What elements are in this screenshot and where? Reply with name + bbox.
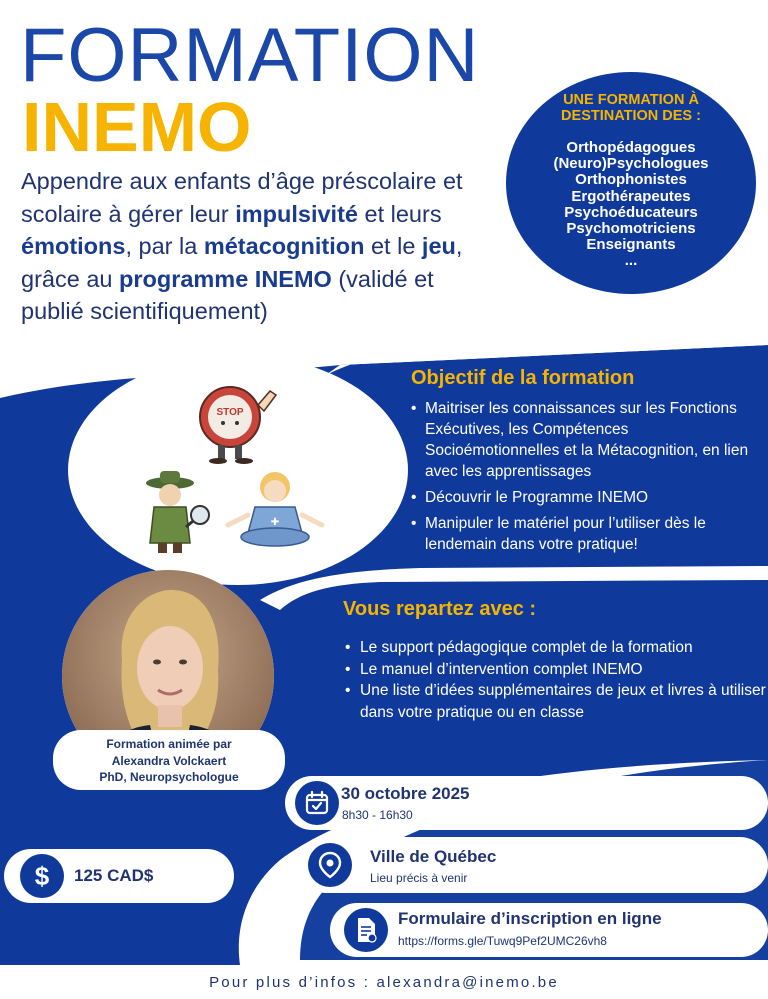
trainer-line1: Formation animée par <box>106 737 232 751</box>
intro-text: (validé et publié scientifiquement) <box>21 265 434 324</box>
audience-heading-line2: DESTINATION DES : <box>561 108 701 124</box>
audience-item: Psychomotriciens <box>566 220 696 238</box>
inemo-characters-illustration <box>130 375 330 560</box>
objective-item: • Manipuler le matériel pour l’utiliser dès le lendemain dans votre pratique! <box>408 513 758 555</box>
intro-text: et leurs <box>357 200 442 227</box>
objective-item: • Découvrir le Programme INEMO <box>408 487 758 508</box>
takeaway-item: • Une liste d’idées supplémentaires de jeux et livres à utiliser dans votre pratique ou en classe <box>342 680 767 723</box>
event-location-note: Lieu précis à venir <box>370 871 468 885</box>
intro-bold-impulsivite: impulsivité <box>235 200 358 227</box>
event-date: 30 octobre 2025 <box>341 784 470 803</box>
registration-form-link[interactable]: https://forms.gle/Tuwq9Pef2UMC26vh8 <box>398 934 607 948</box>
intro-text: , par la <box>125 233 204 259</box>
intro-text: Appendre aux enfants d’âge préscolaire et scolaire à gérer leur <box>21 168 463 227</box>
trainer-name: Alexandra Volckaert <box>111 753 227 768</box>
takeaways-title: Vous repartez avec : <box>343 598 537 620</box>
takeaway-item: • Le support pédagogique complet de la formation <box>342 637 767 659</box>
title-inemo: INEMO <box>22 88 252 166</box>
intro-bold-programme: programme INEMO <box>118 265 332 292</box>
audience-list <box>506 140 756 270</box>
footer-contact[interactable]: Pour plus d’infos : alexandra@inemo.be <box>209 974 559 991</box>
audience-item: Enseignants <box>586 236 676 254</box>
audience-item: Orthopédagogues <box>566 139 696 156</box>
audience-item: Psychoéducateurs <box>564 203 698 221</box>
intro-bold-metacognition: métacognition <box>203 233 365 259</box>
audience-item: Orthophonistes <box>575 171 687 189</box>
takeaway-item: • Le manuel d’intervention complet INEMO <box>342 659 767 681</box>
registration-form-pill[interactable] <box>330 903 768 957</box>
audience-item: (Neuro)Psychologues <box>553 155 709 173</box>
trainer-credentials: PhD, Neuropsychologue <box>99 770 239 784</box>
dollar-icon <box>20 854 64 898</box>
objectives-title: Objectif de la formation <box>411 367 635 389</box>
title-formation: FORMATION <box>20 13 480 98</box>
stop-sign-text: STOP <box>216 407 244 418</box>
event-location: Ville de Québec <box>370 847 497 866</box>
intro-paragraph <box>21 165 471 328</box>
audience-item: Ergothérapeutes <box>571 187 691 205</box>
objectives-list <box>408 398 758 560</box>
price-pill <box>4 849 234 903</box>
event-hours: 8h30 - 16h30 <box>342 808 413 822</box>
audience-circle <box>506 72 756 294</box>
takeaways-list <box>342 637 767 723</box>
intro-text: , grâce au <box>21 233 463 292</box>
location-pin-icon <box>308 843 352 887</box>
calendar-icon <box>295 781 339 825</box>
detective-character <box>146 471 209 553</box>
audience-heading-line1: UNE FORMATION À <box>563 92 699 108</box>
intro-bold-emotions: émotions <box>21 233 126 259</box>
document-icon <box>344 908 388 952</box>
audience-item: ... <box>624 252 638 270</box>
intro-text: et le <box>364 233 422 259</box>
audience-heading <box>506 92 756 124</box>
location-pill <box>298 837 768 893</box>
meditating-girl-character <box>228 472 322 546</box>
registration-form-title: Formulaire d’inscription en ligne <box>398 909 662 928</box>
svg-text:$: $ <box>34 862 50 890</box>
event-price: 125 CAD$ <box>74 866 154 885</box>
trainer-info-card <box>53 730 285 790</box>
objective-item: • Maitriser les connaissances sur les Fonctions Exécutives, les Compétences Socioémotionnelles et la Métacognition, en lien avec les apprentissages <box>408 398 758 482</box>
stop-sign-character <box>200 387 276 464</box>
intro-bold-jeu: jeu <box>421 233 456 259</box>
date-pill <box>285 776 768 830</box>
svg-text:✚: ✚ <box>270 517 280 528</box>
